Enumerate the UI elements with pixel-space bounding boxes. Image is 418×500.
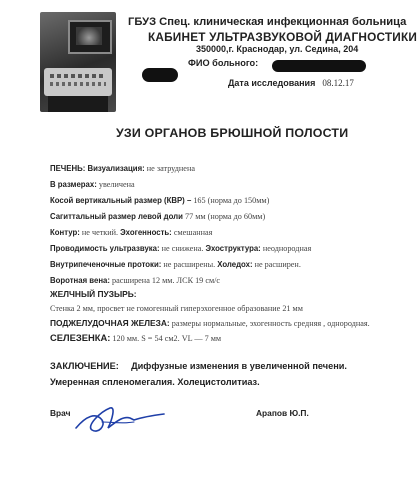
department-name: КАБИНЕТ УЛЬТРАЗВУКОВОЙ ДИАГНОСТИКИ xyxy=(148,30,418,44)
doctor-signature-image xyxy=(72,398,168,440)
liver-ducts: Внутрипеченочные протоки: не расширены. Холедох: не расширен. xyxy=(50,260,301,269)
portal-vein: Воротная вена: расширена 12 мм. ЛСК 19 см/с xyxy=(50,276,221,285)
liver-size: В размерах: увеличена xyxy=(50,180,135,189)
report-title: УЗИ ОРГАНОВ БРЮШНОЙ ПОЛОСТИ xyxy=(116,126,349,140)
exam-date-line xyxy=(228,78,354,88)
liver-contour: Контур: не четкий. Эхогенность: смешанная xyxy=(50,228,213,237)
hospital-name: ГБУЗ Спец. клиническая инфекционная больница xyxy=(128,16,407,28)
gallbladder-label: ЖЕЛЧНЫЙ ПУЗЫРЬ: xyxy=(50,289,137,299)
doctor-label: Врач xyxy=(50,408,71,418)
redacted-mark-left xyxy=(142,68,178,82)
liver-left-lobe: Сагиттальный размер левой доли 77 мм (норма до 60мм) xyxy=(50,212,266,221)
conclusion-text: Диффузные изменения в увеличенной печени. Умеренная спленомегалия. Холецистолитиаз. xyxy=(50,361,347,387)
exam-date-value: 08.12.17 xyxy=(322,78,354,88)
spleen-line: СЕЛЕЗЕНКА: 120 мм. S = 54 см2. VL — 7 мм xyxy=(50,332,222,343)
ultrasound-machine-photo xyxy=(40,12,116,112)
doctor-name: Арапов Ю.П. xyxy=(256,408,309,418)
gallbladder-text: Стенка 2 мм, просвет не гомогенный гиперэхогенное образование 21 мм xyxy=(50,304,303,313)
liver-conductivity: Проводимость ультразвука: не снижена. Эхоструктура: неоднородная xyxy=(50,244,312,253)
liver-kvr: Косой вертикальный размер (КВР) – 165 (норма до 150мм) xyxy=(50,196,270,205)
pancreas-line: ПОДЖЕЛУДОЧНАЯ ЖЕЛЕЗА: размеры нормальные, эхогенность средняя , однородная. xyxy=(50,318,370,328)
conclusion-label: ЗАКЛЮЧЕНИЕ: xyxy=(50,361,119,371)
liver-visualization: ПЕЧЕНЬ: Визуализация: не затруднена xyxy=(50,164,195,173)
exam-date-label: Дата исследования xyxy=(228,78,316,88)
redacted-patient-name xyxy=(272,60,366,72)
hospital-address: 350000,г. Краснодар, ул. Седина, 204 xyxy=(196,44,359,54)
conclusion-block xyxy=(50,358,394,390)
patient-label: ФИО больного: xyxy=(188,58,259,68)
